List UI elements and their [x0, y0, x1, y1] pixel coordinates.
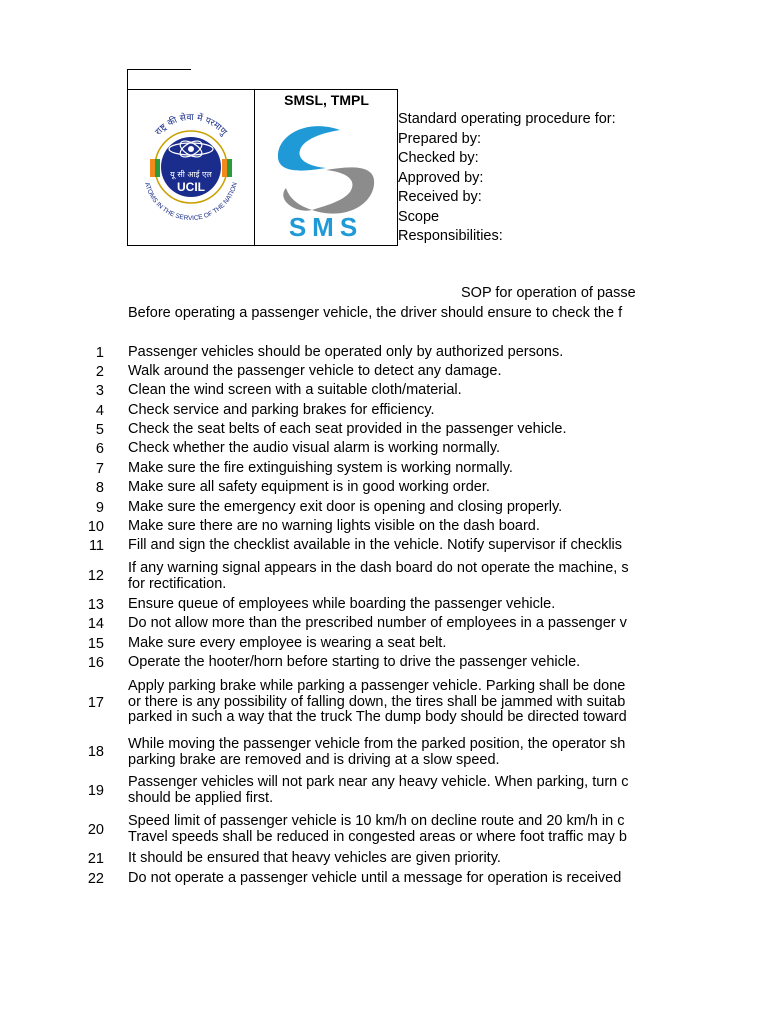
list-item [0, 519, 643, 537]
item-number: 19 [87, 783, 104, 799]
list-item [0, 364, 643, 382]
item-number: 6 [95, 441, 104, 457]
item-number: 5 [95, 422, 104, 438]
item-number: 2 [95, 364, 104, 380]
list-item [0, 561, 643, 595]
item-number: 20 [87, 822, 104, 838]
item-text: While moving the passenger vehicle from the parked position, the operator sh parking brake are removed and is driving at a slow speed. [128, 736, 626, 768]
list-item [0, 814, 643, 848]
list-item [0, 871, 643, 889]
item-text: Check the seat belts of each seat provided in the passenger vehicle. [128, 421, 567, 437]
ucil-name: UCIL [177, 180, 205, 194]
item-text: Make sure every employee is wearing a seat belt. [128, 635, 447, 651]
company-title: SMSL, TMPL [284, 92, 369, 108]
item-number: 1 [95, 345, 104, 361]
sop-intro: Before operating a passenger vehicle, the driver should ensure to check the f [128, 305, 623, 321]
item-text: Passenger vehicles should be operated only by authorized persons. [128, 344, 564, 360]
item-number: 9 [95, 500, 104, 516]
item-number: 10 [87, 519, 104, 535]
item-text: Speed limit of passenger vehicle is 10 km/h on decline route and 20 km/h in c Travel speeds shall be reduced in congested areas or where foot traffic may b [128, 813, 627, 845]
list-item [0, 616, 643, 634]
item-number: 18 [87, 744, 104, 760]
item-number: 17 [87, 695, 104, 711]
item-number: 8 [95, 480, 104, 496]
item-text: Fill and sign the checklist available in the vehicle. Notify supervisor if checklis [128, 537, 623, 553]
list-item [0, 538, 643, 556]
ucil-motto: ATOMS IN THE SERVICE OF THE NATION [143, 181, 239, 223]
item-text: Passenger vehicles will not park near any heavy vehicle. When parking, turn c should be applied first. [128, 774, 629, 806]
item-text: It should be ensured that heavy vehicles are given priority. [128, 850, 501, 866]
list-item [0, 679, 643, 729]
list-item [0, 851, 643, 869]
sms-logo [256, 118, 396, 242]
meta-approved-by: Approved by: [398, 169, 484, 186]
item-number: 16 [87, 655, 104, 671]
ucil-logo [136, 97, 246, 239]
list-item [0, 775, 643, 809]
item-number: 7 [95, 461, 104, 477]
sms-swoosh-gray [312, 167, 374, 213]
item-number: 21 [87, 851, 104, 867]
list-item [0, 655, 643, 673]
meta-scope: Scope [398, 208, 440, 225]
list-item [0, 636, 643, 654]
meta-sop-for: Standard operating procedure for: [398, 111, 616, 127]
list-item [0, 403, 643, 421]
list-item [0, 422, 643, 440]
list-item [0, 500, 643, 518]
list-item [0, 480, 643, 498]
meta-checked-by: Checked by: [398, 150, 479, 166]
item-text: Ensure queue of employees while boarding the passenger vehicle. [128, 596, 556, 612]
item-text: Make sure there are no warning lights visible on the dash board. [128, 518, 540, 534]
item-text: Walk around the passenger vehicle to detect any damage. [128, 363, 502, 379]
list-item [0, 383, 643, 401]
meta-received-by: Received by: [398, 189, 482, 205]
item-number: 11 [88, 538, 104, 554]
meta-prepared-by: Prepared by: [398, 130, 482, 147]
ucil-hindi-arc: राष्ट्र की सेवा में परमाणु [153, 112, 229, 138]
item-text: Make sure the fire extinguishing system is working normally. [128, 460, 513, 476]
list-item [0, 597, 643, 615]
sms-logo-text: SMS [288, 212, 364, 242]
item-number: 4 [95, 403, 104, 419]
list-item [0, 441, 643, 459]
item-text: Check service and parking brakes for efficiency. [128, 402, 435, 418]
item-number: 13 [87, 597, 104, 613]
list-item [0, 461, 643, 479]
item-text: Make sure all safety equipment is in good working order. [128, 479, 490, 495]
ucil-hindi-name: यू सी आई एल [170, 170, 212, 179]
item-text: Apply parking brake while parking a passenger vehicle. Parking shall be done or there is any possibility of falling down, the tires shall be jammed with suitab parked in such a way that the truck The dump body should be directed toward [128, 678, 627, 725]
item-number: 22 [87, 871, 104, 887]
sop-title: SOP for operation of passe [461, 285, 636, 301]
item-text: Operate the hooter/horn before starting to drive the passenger vehicle. [128, 654, 581, 670]
item-text: Check whether the audio visual alarm is working normally. [128, 440, 501, 456]
item-text: If any warning signal appears in the dash board do not operate the machine, s for rectification. [128, 560, 629, 592]
item-text: Clean the wind screen with a suitable cloth/material. [128, 382, 462, 398]
sms-swoosh-blue [278, 126, 340, 170]
list-item [0, 345, 643, 363]
item-text: Do not allow more than the prescribed number of employees in a passenger v [128, 615, 627, 631]
list-item [0, 737, 643, 771]
cell-border [127, 69, 191, 89]
item-text: Do not operate a passenger vehicle until a message for operation is received [128, 870, 622, 886]
item-number: 12 [87, 568, 104, 584]
meta-responsibilities: Responsibilities: [398, 228, 503, 244]
item-number: 15 [87, 636, 104, 652]
item-number: 3 [95, 383, 104, 399]
logo-table-divider [254, 89, 255, 246]
item-text: Make sure the emergency exit door is opening and closing properly. [128, 499, 563, 515]
meta-fields [398, 110, 616, 247]
item-number: 14 [87, 616, 104, 632]
